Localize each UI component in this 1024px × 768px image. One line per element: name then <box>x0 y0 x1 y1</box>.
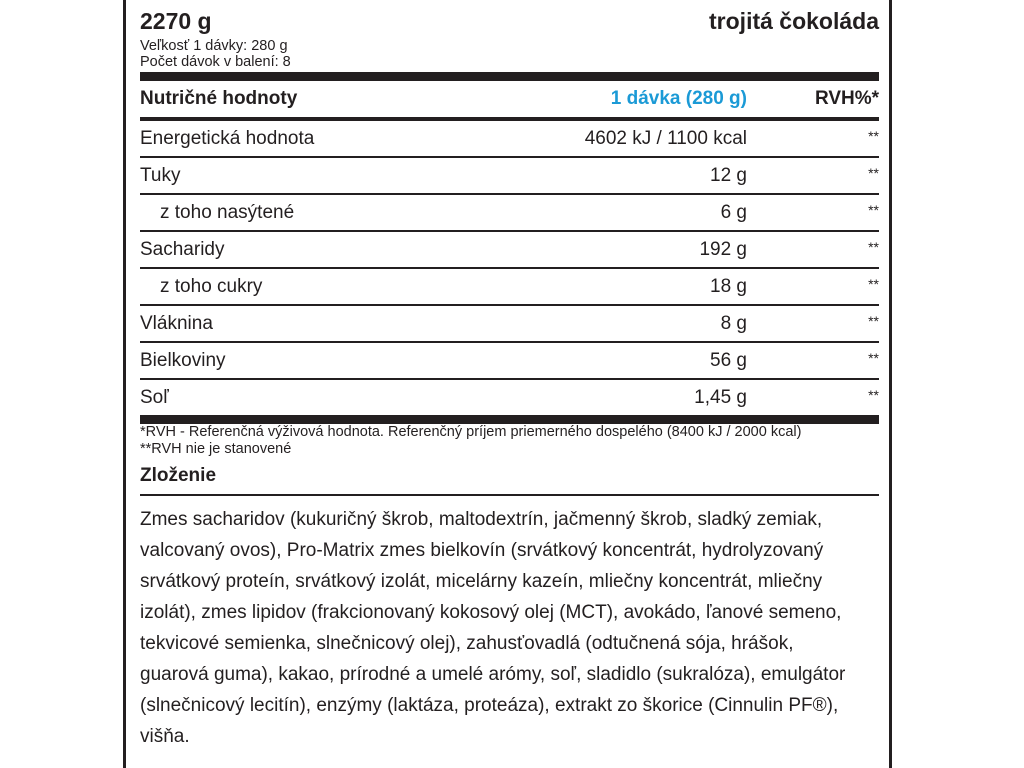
table-row-saturated-fat <box>140 195 879 232</box>
row-value: 1,45 g <box>694 387 747 408</box>
rvh-footnote: *RVH - Referenčná výživová hodnota. Referenčný príjem priemerného dospelého (8400 kJ / 2000 kcal) <box>140 424 802 440</box>
row-rvh: ** <box>868 128 879 144</box>
table-row-fat <box>140 158 879 195</box>
label-content <box>140 0 879 752</box>
row-value: 192 g <box>699 239 747 260</box>
row-rvh: ** <box>868 239 879 255</box>
package-weight: 2270 g <box>140 8 212 34</box>
product-flavor: trojitá čokoláda <box>709 8 879 34</box>
label-header <box>140 0 879 38</box>
row-rvh: ** <box>868 276 879 292</box>
row-label: Bielkoviny <box>140 350 226 371</box>
row-label: Energetická hodnota <box>140 128 315 149</box>
header-label: Nutričné hodnoty <box>140 88 298 109</box>
composition-text: Zmes sacharidov (kukuričný škrob, maltodextrín, jačmenný škrob, sladký zemiak, valcovaný ovos), Pro-Matrix zmes bielkovín (srvátkový koncentrát, hydrolyzovaný srvátkový proteín, srvátkový izolát, micelárny kazeín, mliečny koncentrát, mliečny izolát), zmes lipidov (frakcionovaný kokosový olej (MCT), avokádo, ľanové semeno, tekvicové semienka, slnečnicový olej), zahusťovadlá (odtučnená sója, hrášok, guarová guma), kakao, prírodné a umelé arómy, soľ, sladidlo (sukralóza), emulgátor (slnečnicový lecitín), enzýmy (laktáza, proteáza), extrakt zo škorice (Cinnulin PF®), višňa. <box>140 509 846 747</box>
row-value: 12 g <box>710 165 747 186</box>
row-value: 8 g <box>720 313 747 334</box>
table-row-energy <box>140 121 879 158</box>
table-row-fiber <box>140 306 879 343</box>
table-bottom-divider <box>140 415 879 424</box>
row-value: 18 g <box>710 276 747 297</box>
header-rvh: RVH%* <box>814 88 879 109</box>
table-row-protein <box>140 343 879 380</box>
row-value: 6 g <box>720 202 747 223</box>
row-rvh: ** <box>868 165 879 181</box>
nutrition-label <box>123 0 892 768</box>
composition-title: Zloženie <box>140 465 217 486</box>
row-label: Soľ <box>140 387 169 408</box>
table-row-carbohydrates <box>140 232 879 269</box>
row-rvh: ** <box>868 350 879 366</box>
row-label: Vláknina <box>140 313 213 334</box>
table-row-sugars <box>140 269 879 306</box>
row-rvh: ** <box>868 313 879 329</box>
servings-per-pack: Počet dávok v balení: 8 <box>140 54 291 70</box>
row-label: z toho cukry <box>160 276 263 297</box>
row-label: Tuky <box>140 165 181 186</box>
row-label: z toho nasýtené <box>160 202 295 223</box>
nutrition-table-header <box>140 81 879 117</box>
serving-size: Veľkosť 1 dávky: 280 g <box>140 38 288 54</box>
composition-divider <box>140 494 879 496</box>
header-serving: 1 dávka (280 g) <box>610 88 747 109</box>
row-rvh: ** <box>868 387 879 403</box>
row-rvh: ** <box>868 202 879 218</box>
row-label: Sacharidy <box>140 239 225 260</box>
table-row-salt <box>140 380 879 415</box>
header-divider <box>140 72 879 81</box>
row-value: 56 g <box>710 350 747 371</box>
row-value: 4602 kJ / 1100 kcal <box>584 128 747 149</box>
rvh-not-set-footnote: **RVH nie je stanovené <box>140 441 292 457</box>
